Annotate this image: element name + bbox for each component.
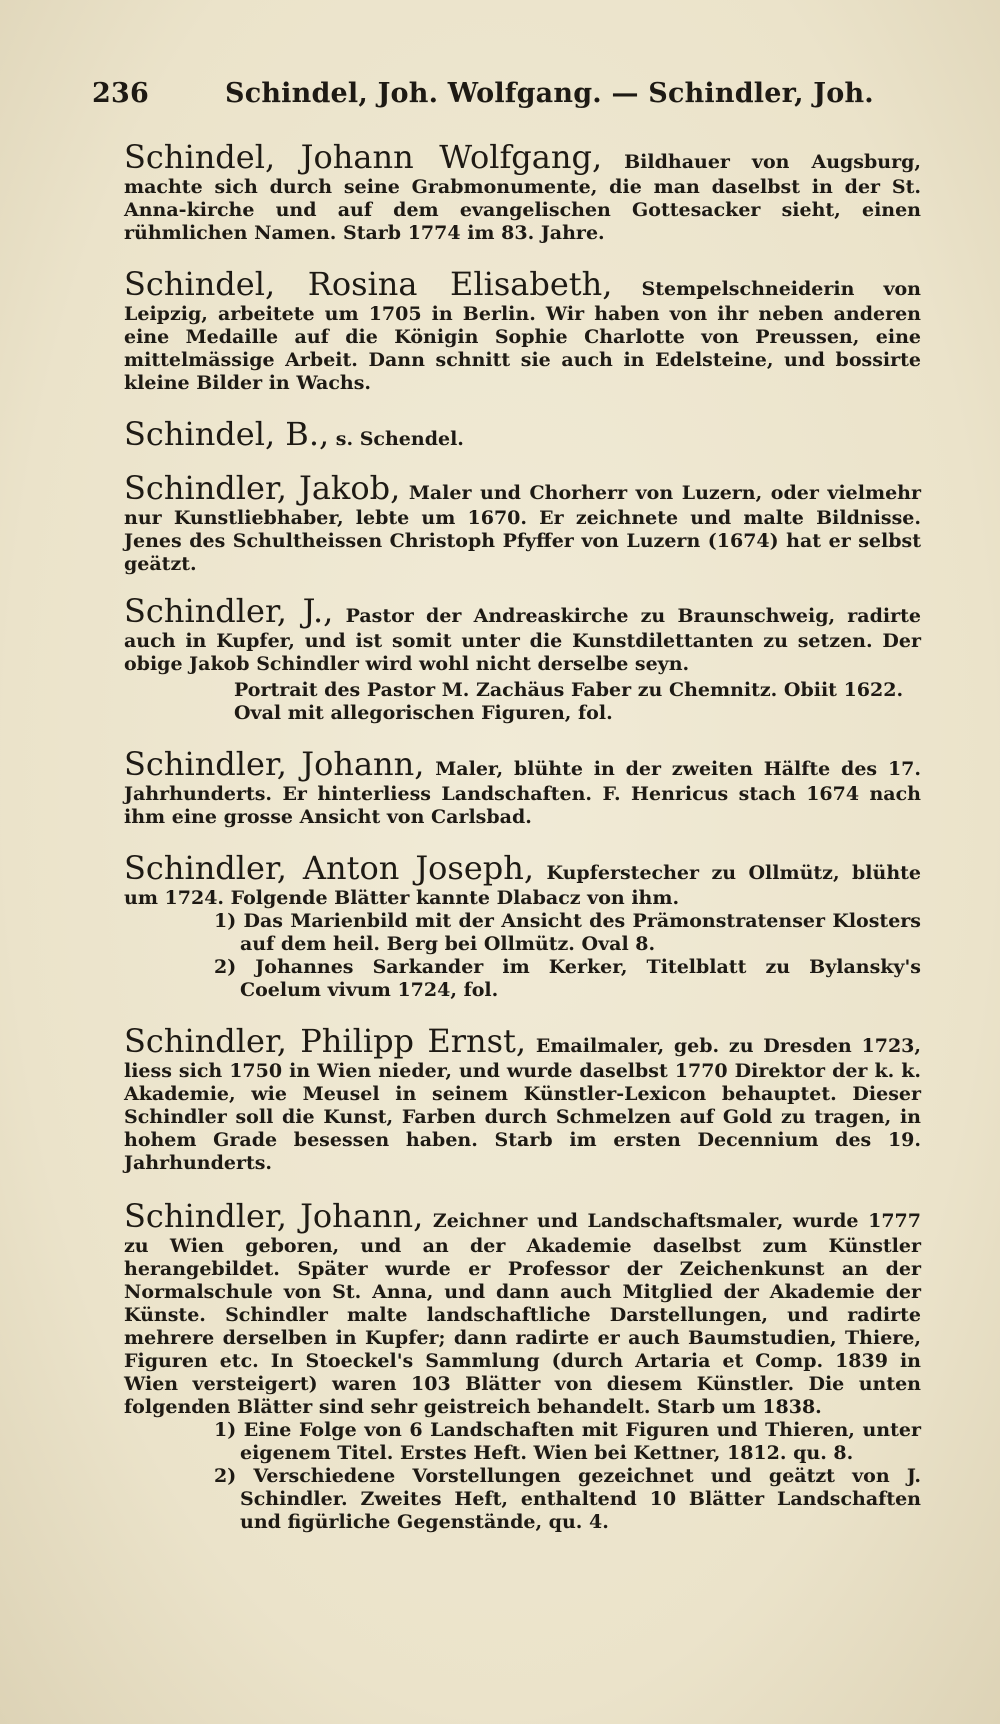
entry-schindler-jakob: [124, 469, 921, 576]
entry-headword: Schindler, Johann,: [124, 1197, 424, 1235]
entry-text: s. Schendel.: [335, 428, 464, 450]
entry-body: [124, 849, 921, 910]
entry-text: Maler, blühte in der zweiten Hälfte des 17. Jahrhunderts. Er hinterliess Landschaften. F. Henricus stach 1674 nach ihm eine grosse Ansicht von Carlsbad.: [124, 758, 921, 828]
entry-schindler-johann-zeichner: [124, 1197, 921, 1534]
entry-text: Bildhauer von Augsburg, machte sich durch seine Grabmonumente, die man daselbst in der St. Anna-kirche und auf dem evangelischen Gottesacker sieht, einen rühmlichen Namen. Starb 1774 im 83. Jahre.: [124, 151, 922, 244]
page-header: [92, 78, 872, 118]
entry-text: Maler und Chorherr von Luzern, oder vielmehr nur Kunstliebhaber, lebte um 1670. Er zeichnete und malte Bildnisse. Jenes des Schultheissen Christoph Pfyffer von Luzern (1674) hat er selbst geätzt.: [124, 482, 921, 575]
entry-headword: Schindler, J.,: [124, 592, 334, 630]
entry-items: [124, 910, 921, 1002]
running-title: Schindel, Joh. Wolfgang. — Schindler, Joh.: [225, 78, 874, 109]
list-item: 2) Verschiedene Vorstellungen gezeichnet und geätzt von J. Schindler. Zweites Heft, enthaltend 10 Blätter Landschaften und figürliche Gegenstände, qu. 4.: [214, 1465, 921, 1533]
entry-headword: Schindel, Rosina Elisabeth,: [124, 265, 613, 303]
entry-schindel-johann-wolfgang: [124, 138, 921, 245]
entry-text: Stempelschneiderin von Leipzig, arbeitete um 1705 in Berlin. Wir haben von ihr neben anderen eine Medaille auf die Königin Sophie Charlotte von Preussen, eine mittelmässige Arbeit. Dann schnitt sie auch in Edelsteine, und bossirte kleine Bilder in Wachs.: [124, 278, 921, 394]
dictionary-entries: [124, 138, 921, 1534]
entry-works: Portrait des Pastor M. Zachäus Faber zu Chemnitz. Obiit 1622. Oval mit allegorischen Figuren, fol.: [234, 679, 904, 724]
entry-body: [124, 592, 921, 676]
entry-body: [124, 1197, 921, 1419]
entry-schindler-philipp-ernst: [124, 1022, 921, 1175]
entry-schindler-j: [124, 592, 921, 725]
entry-headword: Schindler, Johann,: [124, 745, 425, 783]
list-item: 1) Eine Folge von 6 Landschaften mit Figuren und Thieren, unter eigenem Titel. Erstes Heft. Wien bei Kettner, 1812. qu. 8.: [214, 1419, 921, 1464]
entry-headword: Schindel, B.,: [124, 415, 330, 453]
entry-headword: Schindler, Philipp Ernst,: [124, 1022, 527, 1060]
entry-items: [124, 1419, 921, 1534]
entry-text: Emailmaler, geb. zu Dresden 1723, liess sich 1750 in Wien nieder, und wurde daselbst 1770 Direktor der k. k. Akademie, wie Meusel in seinem Künstler-Lexicon behauptet. Dieser Schindler soll die Kunst, Farben durch Schmelzen auf Gold zu tragen, in hohem Grade besessen haben. Starb im ersten Decennium des 19. Jahrhunderts.: [124, 1035, 922, 1174]
entry-schindel-rosina-elisabeth: [124, 265, 921, 395]
entry-text: Kupferstecher zu Ollmütz, blühte um 1724. Folgende Blätter kannte Dlabacz von ihm.: [124, 862, 921, 909]
page-number: 236: [92, 78, 149, 109]
list-item: 2) Johannes Sarkander im Kerker, Titelblatt zu Bylansky's Coelum vivum 1724, fol.: [214, 956, 921, 1001]
entry-headword: Schindler, Jakob,: [124, 469, 401, 507]
entry-headword: Schindel, Johann Wolfgang,: [124, 138, 603, 176]
entry-text: Zeichner und Landschaftsmaler, wurde 1777 zu Wien geboren, und an der Akademie daselbst zum Künstler herangebildet. Später wurde er Professor der Zeichenkunst an der Normalschule von St. Anna, und dann auch Mitglied der Akademie der Künste. Schindler malte landschaftliche Darstellungen, und radirte mehrere derselben in Kupfer; dann radirte er auch Baumstudien, Thiere, Figuren etc. In Stoeckel's Sammlung (durch Artaria et Comp. 1839 in Wien versteigert) waren 103 Blätter von diesem Künstler. Die unten folgenden Blätter sind sehr geistreich behandelt. Starb um 1838.: [124, 1210, 921, 1418]
entry-text: Pastor der Andreaskirche zu Braunschweig, radirte auch in Kupfer, und ist somit unter die Kunstdilettanten zu setzen. Der obige Jakob Schindler wird wohl nicht derselbe seyn.: [124, 605, 922, 675]
entry-schindler-johann-maler: [124, 745, 921, 829]
entry-schindler-anton-joseph: [124, 849, 921, 1002]
list-item: 1) Das Marienbild mit der Ansicht des Prämonstratenser Klosters auf dem heil. Berg bei Ollmütz. Oval 8.: [214, 910, 921, 955]
entry-headword: Schindler, Anton Joseph,: [124, 849, 535, 887]
entry-schindel-b: [124, 415, 921, 453]
